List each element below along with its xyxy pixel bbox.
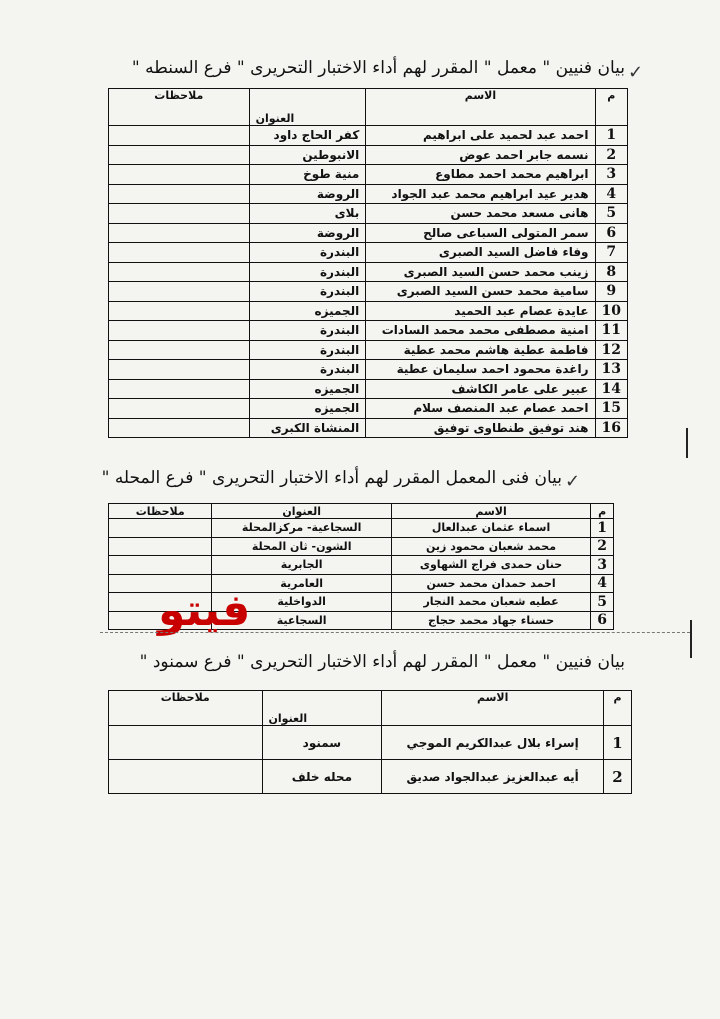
section2-title: بيان فنى المعمل المقرر لهم أداء الاختبار التحريرى " فرع المحله "	[101, 468, 562, 488]
header-address: العنوان	[249, 89, 366, 126]
header-address: العنوان	[212, 504, 391, 519]
table-header-row	[109, 504, 614, 519]
header-name: الاسم	[382, 691, 604, 726]
row-num: 14	[595, 379, 627, 399]
table-row	[109, 321, 628, 341]
row-name: عايدة عصام عبد الحميد	[366, 301, 595, 321]
row-num: 2	[595, 145, 627, 165]
header-num: م	[604, 691, 632, 726]
row-notes	[109, 360, 250, 380]
section3-title: بيان فنيين " معمل " المقرر لهم أداء الاختبار التحريرى " فرع سمنود "	[139, 652, 625, 672]
row-notes	[109, 301, 250, 321]
row-address: الجميزه	[249, 379, 366, 399]
row-name: احمد عبد لحميد على ابراهيم	[366, 126, 595, 146]
row-notes	[109, 519, 212, 538]
row-name: ابراهيم محمد احمد مطاوع	[366, 165, 595, 185]
row-name: حسناء جهاد محمد حجاج	[391, 611, 590, 630]
row-address: محله خلف	[262, 760, 382, 794]
table-row	[109, 360, 628, 380]
section3-table	[108, 690, 632, 794]
row-notes	[109, 760, 263, 794]
header-num: م	[595, 89, 627, 126]
header-notes: ملاحظات	[109, 504, 212, 519]
table-row	[109, 223, 628, 243]
row-name: عطيه شعبان محمد النجار	[391, 593, 590, 612]
row-notes	[109, 282, 250, 302]
row-name: هدير عيد ابراهيم محمد عبد الجواد	[366, 184, 595, 204]
row-address: الجميزه	[249, 399, 366, 419]
row-notes	[109, 223, 250, 243]
table-row	[109, 301, 628, 321]
header-address: العنوان	[262, 691, 382, 726]
row-address: كفر الحاج داود	[249, 126, 366, 146]
row-name: حنان حمدى فراج الشهاوى	[391, 556, 590, 575]
row-address: الانبوطين	[249, 145, 366, 165]
row-notes	[109, 243, 250, 263]
table-row	[109, 243, 628, 263]
row-notes	[109, 379, 250, 399]
pen-mark	[686, 428, 688, 458]
row-num: 2	[591, 537, 614, 556]
table-row	[109, 399, 628, 419]
watermark-logo: فيتو	[158, 585, 251, 636]
row-num: 16	[595, 418, 627, 438]
row-name: فاطمة عطية هاشم محمد عطية	[366, 340, 595, 360]
row-num: 13	[595, 360, 627, 380]
section1-title: بيان فنيين " معمل " المقرر لهم أداء الاختبار التحريرى " فرع السنطه "	[131, 58, 625, 78]
check-mark-icon: ✓	[565, 471, 581, 492]
row-address: بلاى	[249, 204, 366, 224]
row-notes	[109, 145, 250, 165]
header-notes: ملاحظات	[109, 691, 263, 726]
row-num: 6	[595, 223, 627, 243]
row-address: سمنود	[262, 726, 382, 760]
row-notes	[109, 184, 250, 204]
row-num: 8	[595, 262, 627, 282]
row-num: 4	[595, 184, 627, 204]
row-num: 2	[604, 760, 632, 794]
row-notes	[109, 556, 212, 575]
row-name: راغدة محمود احمد سليمان عطية	[366, 360, 595, 380]
row-address: الجابرية	[212, 556, 391, 575]
row-name: امنية مصطفى محمد محمد السادات	[366, 321, 595, 341]
table-row	[109, 760, 632, 794]
row-num: 3	[591, 556, 614, 575]
table-row	[109, 262, 628, 282]
row-address: البندرة	[249, 340, 366, 360]
row-num: 3	[595, 165, 627, 185]
row-notes	[109, 537, 212, 556]
row-num: 9	[595, 282, 627, 302]
row-name: إسراء بلال عبدالكريم الموجي	[382, 726, 604, 760]
row-name: سامية محمد حسن السيد الصبرى	[366, 282, 595, 302]
row-address: البندرة	[249, 360, 366, 380]
row-name: هند توفيق طنطاوى توفيق	[366, 418, 595, 438]
row-name: أيه عبدالعزيز عبدالجواد صديق	[382, 760, 604, 794]
table-row	[109, 340, 628, 360]
row-notes	[109, 126, 250, 146]
table-row	[109, 145, 628, 165]
row-notes	[109, 204, 250, 224]
table-row	[109, 556, 614, 575]
row-address: البندرة	[249, 262, 366, 282]
row-address: منية طوخ	[249, 165, 366, 185]
row-address: البندرة	[249, 282, 366, 302]
row-name: وفاء فاضل السيد الصبرى	[366, 243, 595, 263]
row-address: المنشاة الكبرى	[249, 418, 366, 438]
row-num: 15	[595, 399, 627, 419]
row-num: 12	[595, 340, 627, 360]
row-notes	[109, 418, 250, 438]
pen-mark	[690, 620, 692, 658]
table-row	[109, 282, 628, 302]
row-name: زينب محمد حسن السيد الصبرى	[366, 262, 595, 282]
row-notes	[109, 262, 250, 282]
row-address: الشون- ثان المحلة	[212, 537, 391, 556]
table-row	[109, 204, 628, 224]
row-address: السجاعية- مركزالمحلة	[212, 519, 391, 538]
row-name: محمد شعبان محمود زين	[391, 537, 590, 556]
row-num: 6	[591, 611, 614, 630]
row-address: البندرة	[249, 243, 366, 263]
row-address: الروضة	[249, 223, 366, 243]
table-row	[109, 726, 632, 760]
table-header-row	[109, 691, 632, 726]
section-divider	[100, 632, 690, 633]
row-address: الدواخلية	[212, 593, 391, 612]
table-row	[109, 418, 628, 438]
row-num: 1	[604, 726, 632, 760]
table-row	[109, 165, 628, 185]
table-row	[109, 126, 628, 146]
check-mark-icon: ✓	[628, 62, 644, 83]
row-notes	[109, 340, 250, 360]
row-num: 1	[591, 519, 614, 538]
table-row	[109, 519, 614, 538]
row-num: 7	[595, 243, 627, 263]
row-address: السجاعية	[212, 611, 391, 630]
row-name: اسماء عثمان عبدالعال	[391, 519, 590, 538]
row-address: العامرية	[212, 574, 391, 593]
row-num: 4	[591, 574, 614, 593]
header-name: الاسم	[391, 504, 590, 519]
section1-table	[108, 88, 628, 438]
row-name: احمد عصام عبد المنصف سلام	[366, 399, 595, 419]
table-row	[109, 537, 614, 556]
row-notes	[109, 165, 250, 185]
table-row	[109, 379, 628, 399]
row-name: احمد حمدان محمد حسن	[391, 574, 590, 593]
header-notes: ملاحظات	[109, 89, 250, 126]
table-header-row	[109, 89, 628, 126]
row-num: 11	[595, 321, 627, 341]
row-num: 5	[591, 593, 614, 612]
row-num: 5	[595, 204, 627, 224]
header-num: م	[591, 504, 614, 519]
header-name: الاسم	[366, 89, 595, 126]
row-name: هانى مسعد محمد حسن	[366, 204, 595, 224]
row-num: 1	[595, 126, 627, 146]
table-row	[109, 184, 628, 204]
row-notes	[109, 321, 250, 341]
row-address: الجميزه	[249, 301, 366, 321]
row-num: 10	[595, 301, 627, 321]
row-notes	[109, 726, 263, 760]
row-name: عبير على عامر الكاشف	[366, 379, 595, 399]
row-address: الروضة	[249, 184, 366, 204]
row-notes	[109, 399, 250, 419]
row-name: نسمه جابر احمد عوض	[366, 145, 595, 165]
row-name: سمر المتولى السباعى صالح	[366, 223, 595, 243]
row-address: البندرة	[249, 321, 366, 341]
